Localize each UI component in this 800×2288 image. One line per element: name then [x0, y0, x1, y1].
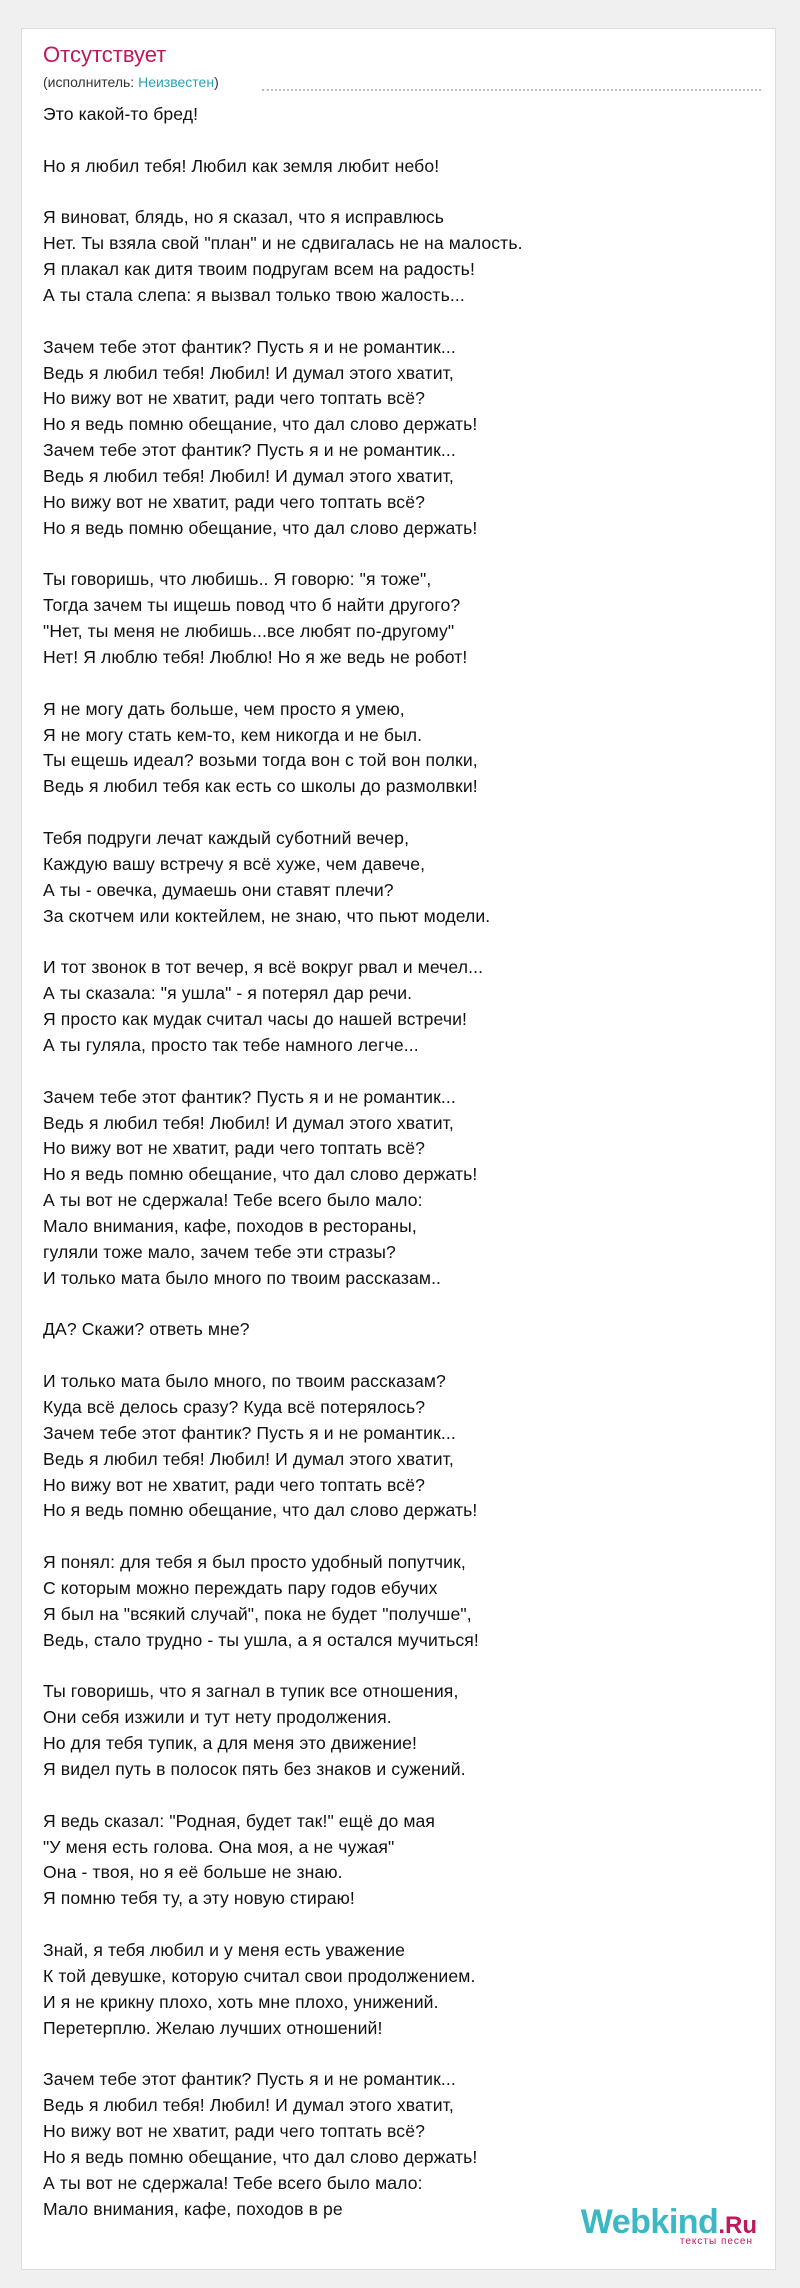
- artist-line: [43, 74, 219, 90]
- lyric-line: Ты говоришь, что любишь.. Я говорю: "я тоже",: [43, 569, 432, 590]
- lyric-line: Но я ведь помню обещание, что дал слово держать!: [43, 414, 478, 435]
- lyric-line: А ты вот не сдержала! Тебе всего было мало:: [43, 2172, 423, 2193]
- lyric-line: За скотчем или коктейлем, не знаю, что пьют модели.: [43, 905, 491, 926]
- lyric-line: [43, 128, 763, 154]
- lyric-line: Ты говоришь, что я загнал в тупик все отношения,: [43, 1681, 459, 1702]
- lyric-line: [43, 1654, 763, 1680]
- lyric-line: Мало внимания, кафе, походов в ре: [43, 2198, 343, 2219]
- lyric-line: Ведь я любил тебя! Любил! И думал этого хватит,: [43, 1112, 454, 1133]
- lyric-line: [43, 309, 763, 335]
- lyric-line: Я не могу стать кем-то, кем никогда и не был.: [43, 724, 423, 745]
- lyric-line: Тебя подруги лечат каждый суботний вечер,: [43, 828, 410, 849]
- lyric-line: Ведь я любил тебя как есть со школы до размолвки!: [43, 776, 478, 797]
- lyric-line: А ты стала слепа: я вызвал только твою жалость...: [43, 285, 465, 306]
- lyric-line: Но вижу вот не хватит, ради чего топтать всё?: [43, 1474, 425, 1495]
- lyric-line: И я не крикну плохо, хоть мне плохо, унижений.: [43, 1991, 439, 2012]
- lyric-line: Но я ведь помню обещание, что дал слово держать!: [43, 1164, 478, 1185]
- lyric-line: Нет. Ты взяла свой "план" и не сдвигалась не на малость.: [43, 233, 523, 254]
- lyric-line: [43, 1912, 763, 1938]
- lyric-line: ДА? Скажи? ответь мне?: [43, 1319, 250, 1340]
- lyric-line: Я плакал как дитя твоим подругам всем на радость!: [43, 259, 475, 280]
- lyric-line: [43, 930, 763, 956]
- lyric-line: Я не могу дать больше, чем просто я умею,: [43, 698, 405, 719]
- lyric-line: [43, 542, 763, 568]
- lyric-line: Каждую вашу встречу я всё хуже, чем давече,: [43, 853, 426, 874]
- lyric-line: [43, 800, 763, 826]
- lyric-line: Она - твоя, но я её больше не знаю.: [43, 1862, 343, 1883]
- lyrics-text: [43, 102, 763, 2222]
- lyric-line: Они себя изжили и тут нету продолжения.: [43, 1707, 392, 1728]
- lyric-line: Знай, я тебя любил и у меня есть уважение: [43, 1940, 406, 1961]
- lyric-line: С которым можно переждать пару годов ебучих: [43, 1577, 438, 1598]
- lyric-line: [43, 1524, 763, 1550]
- lyric-line: Зачем тебе этот фантик? Пусть я и не романтик...: [43, 1422, 456, 1443]
- lyric-line: Я виноват, блядь, но я сказал, что я исправлюсь: [43, 207, 445, 228]
- lyric-line: Но для тебя тупик, а для меня это движение!: [43, 1733, 418, 1754]
- lyric-line: Я видел путь в полосок пять без знаков и сужений.: [43, 1759, 466, 1779]
- lyric-line: Перетерплю. Желаю лучших отношений!: [43, 2017, 383, 2038]
- lyric-line: Но вижу вот не хватит, ради чего топтать всё?: [43, 388, 425, 409]
- lyric-line: Я помню тебя ту, а эту новую стираю!: [43, 1888, 355, 1909]
- lyrics-card: [21, 28, 776, 2270]
- lyric-line: Ведь я любил тебя! Любил! И думал этого хватит,: [43, 466, 454, 487]
- lyric-line: Тогда зачем ты ищешь повод что б найти другого?: [43, 595, 461, 616]
- lyric-line: Нет! Я люблю тебя! Люблю! Но я же ведь не робот!: [43, 647, 468, 668]
- lyric-line: А ты - овечка, думаешь они ставят плечи?: [43, 879, 394, 900]
- lyric-line: И только мата было много по твоим рассказам..: [43, 1267, 442, 1288]
- lyric-line: [43, 671, 763, 697]
- artist-prefix: (исполнитель:: [43, 74, 139, 90]
- lyric-line: гуляли тоже мало, зачем тебе эти стразы?: [43, 1241, 396, 1262]
- lyric-line: Зачем тебе этот фантик? Пусть я и не романтик...: [43, 440, 456, 461]
- lyric-line: Ведь, стало трудно - ты ушла, а я остался мучиться!: [43, 1629, 479, 1650]
- lyric-line: [43, 180, 763, 206]
- lyric-line: Но вижу вот не хватит, ради чего топтать всё?: [43, 491, 425, 512]
- lyric-line: Я просто как мудак считал часы до нашей встречи!: [43, 1009, 468, 1030]
- artist-suffix: ): [214, 74, 219, 90]
- lyric-line: Куда всё делось сразу? Куда всё потерялось?: [43, 1396, 426, 1417]
- lyric-line: [43, 1783, 763, 1809]
- lyric-line: К той девушке, которую считал свои продолжением.: [43, 1965, 476, 1986]
- artist-link[interactable]: Неизвестен: [138, 74, 215, 90]
- lyric-line: [43, 2041, 763, 2067]
- lyric-line: Но я ведь помню обещание, что дал слово держать!: [43, 2146, 478, 2167]
- lyric-line: Ведь я любил тебя! Любил! И думал этого хватит,: [43, 2095, 454, 2116]
- lyric-line: Ведь я любил тебя! Любил! И думал этого хватит,: [43, 362, 454, 383]
- logo-subtitle: тексты песен: [679, 2236, 753, 2247]
- dotted-divider: [262, 89, 761, 91]
- lyric-line: Но вижу вот не хватит, ради чего топтать всё?: [43, 1138, 425, 1159]
- lyric-line: Я ведь сказал: "Родная, будет так!" ещё до мая: [43, 1810, 436, 1831]
- lyric-line: Я был на "всякий случай", пока не будет "получше",: [43, 1603, 472, 1624]
- lyric-line: И тот звонок в тот вечер, я всё вокруг рвал и мечел...: [43, 957, 484, 978]
- lyric-line: Зачем тебе этот фантик? Пусть я и не романтик...: [43, 1086, 456, 1107]
- lyric-line: Зачем тебе этот фантик? Пусть я и не романтик...: [43, 336, 456, 357]
- lyric-line: А ты гуляла, просто так тебе намного легче...: [43, 1034, 419, 1055]
- lyric-line: Но я ведь помню обещание, что дал слово держать!: [43, 1500, 478, 1521]
- webkind-logo[interactable]: [581, 2203, 757, 2247]
- lyric-line: Мало внимания, кафе, походов в рестораны,: [43, 1215, 417, 1236]
- lyric-line: "У меня есть голова. Она моя, а не чужая": [43, 1836, 395, 1857]
- lyric-line: Ты ещешь идеал? возьми тогда вон с той вон полки,: [43, 750, 478, 771]
- lyric-line: Но я ведь помню обещание, что дал слово держать!: [43, 517, 478, 538]
- lyric-line: И только мата было много, по твоим рассказам?: [43, 1371, 446, 1392]
- lyric-line: [43, 1059, 763, 1085]
- lyric-line: Я понял: для тебя я был просто удобный попутчик,: [43, 1552, 466, 1573]
- lyric-line: [43, 1343, 763, 1369]
- lyric-line: Но вижу вот не хватит, ради чего топтать всё?: [43, 2121, 425, 2142]
- lyric-line: Зачем тебе этот фантик? Пусть я и не романтик...: [43, 2069, 456, 2090]
- lyric-line: [43, 1292, 763, 1318]
- lyric-line: "Нет, ты меня не любишь...все любят по-другому": [43, 621, 455, 642]
- lyric-line: Это какой-то бред!: [43, 104, 199, 124]
- lyric-line: А ты вот не сдержала! Тебе всего было мало:: [43, 1190, 423, 1211]
- song-title: Отсутствует: [43, 42, 167, 67]
- logo-tld: .Ru: [718, 2212, 757, 2239]
- logo-main-text: Webkind: [580, 2203, 719, 2241]
- lyric-line: Ведь я любил тебя! Любил! И думал этого хватит,: [43, 1448, 454, 1469]
- lyric-line: А ты сказала: "я ушла" - я потерял дар речи.: [43, 983, 413, 1004]
- lyric-line: Но я любил тебя! Любил как земля любит небо!: [43, 155, 440, 176]
